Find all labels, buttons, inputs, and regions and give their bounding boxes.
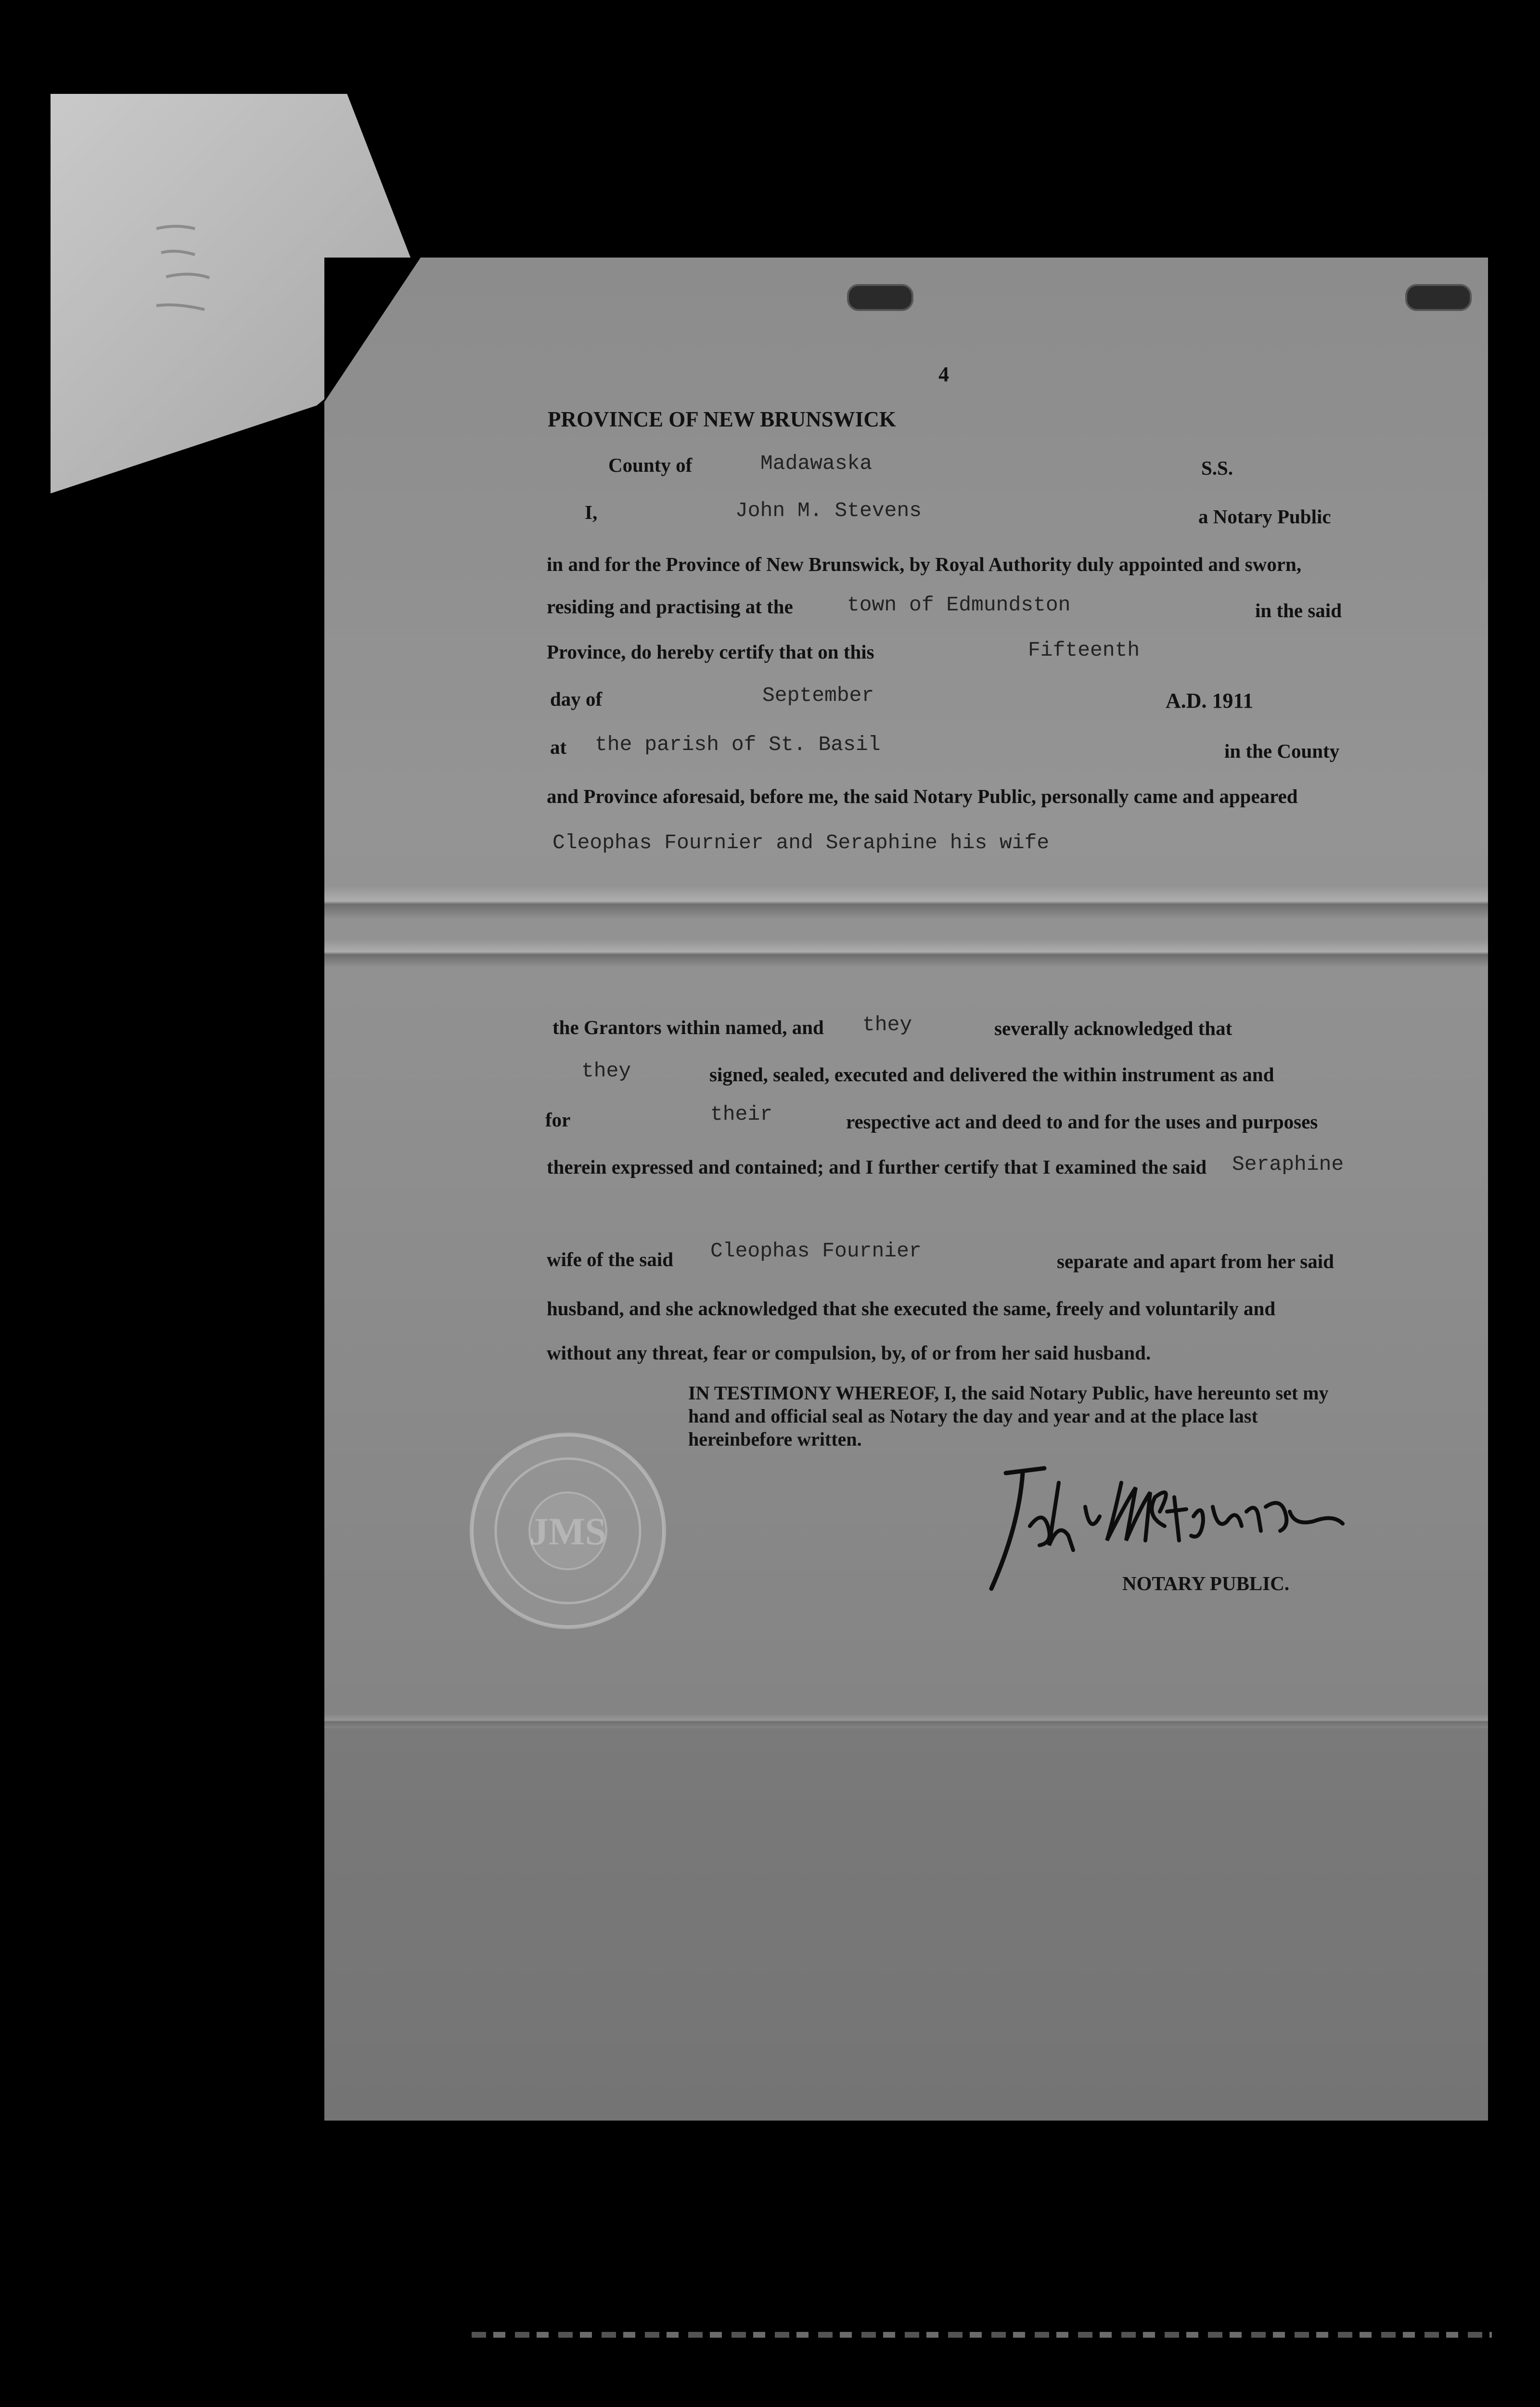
grantors-label: the Grantors within named, and <box>552 1016 824 1038</box>
day-of-label: day of <box>550 688 603 710</box>
document-heading: PROVINCE OF NEW BRUNSWICK <box>548 407 896 431</box>
they-value: they <box>862 1013 912 1036</box>
in-the-county-label: in the County <box>1224 740 1340 762</box>
they-value: they <box>581 1059 631 1083</box>
for-label: for <box>545 1109 571 1131</box>
separate-label: separate and apart from her said <box>1057 1250 1334 1272</box>
severally-label: severally acknowledged that <box>994 1017 1232 1039</box>
page-fold-line <box>324 939 1488 968</box>
page-corner-cut <box>324 258 421 402</box>
wife-of-label: wife of the said <box>547 1248 674 1270</box>
appeared-line: and Province aforesaid, before me, the said Notary Public, personally came and appeared <box>547 785 1298 807</box>
province-certify-line: Province, do hereby certify that on this <box>547 641 874 663</box>
day-value: Fifteenth <box>1028 638 1140 662</box>
month-value: September <box>762 684 874 707</box>
scan-bottom-strip <box>472 2332 1492 2338</box>
notary-public-label: a Notary Public <box>1198 505 1331 528</box>
testimony-paragraph: IN TESTIMONY WHEREOF, I, the said Notary Public, have hereunto set my hand and official seal as Notary the day and year and at the place last hereinbefore written. <box>688 1382 1329 1450</box>
svg-text:JMS: JMS <box>529 1511 606 1553</box>
grantors-value: Cleophas Fournier and Seraphine his wife <box>552 831 1050 854</box>
flap-scribble-marks <box>147 209 262 335</box>
page-number: 4 <box>938 362 949 386</box>
wife-name: Seraphine <box>1232 1152 1344 1176</box>
ss-label: S.S. <box>1201 457 1233 479</box>
respective-line: respective act and deed to and for the uses and purposes <box>846 1111 1318 1133</box>
binder-clip <box>847 284 913 311</box>
residing-label: residing and practising at the <box>547 595 793 618</box>
notary-name: John M. Stevens <box>735 499 922 522</box>
county-label: County of <box>608 454 693 476</box>
notary-seal-emboss <box>455 1425 681 1637</box>
therein-line: therein expressed and contained; and I further certify that I examined the said <box>547 1156 1207 1178</box>
ad-year-label: A.D. 1911 <box>1166 689 1254 712</box>
i-label: I, <box>585 501 598 523</box>
binder-clip <box>1405 284 1472 311</box>
husband-line: husband, and she acknowledged that she executed the same, freely and voluntarily and <box>547 1297 1276 1320</box>
appointed-line: in and for the Province of New Brunswick, by Royal Authority duly appointed and sworn, <box>547 553 1302 575</box>
husband-name: Cleophas Fournier <box>710 1239 922 1263</box>
their-value: their <box>710 1102 773 1126</box>
at-label: at <box>550 736 567 758</box>
lower-page-shade <box>324 1728 1488 2121</box>
page-fold-line <box>324 1714 1488 1728</box>
in-the-said-label: in the said <box>1255 599 1342 621</box>
place-value: the parish of St. Basil <box>595 733 881 756</box>
notary-public-title: NOTARY PUBLIC. <box>1122 1572 1290 1594</box>
page-fold-line <box>324 886 1488 919</box>
county-value: Madawaska <box>760 452 873 475</box>
residing-value: town of Edmundston <box>847 593 1071 617</box>
signed-line: signed, sealed, executed and delivered the within instrument as and <box>709 1063 1274 1086</box>
threat-line: without any threat, fear or compulsion, by, of or from her said husband. <box>547 1342 1151 1364</box>
